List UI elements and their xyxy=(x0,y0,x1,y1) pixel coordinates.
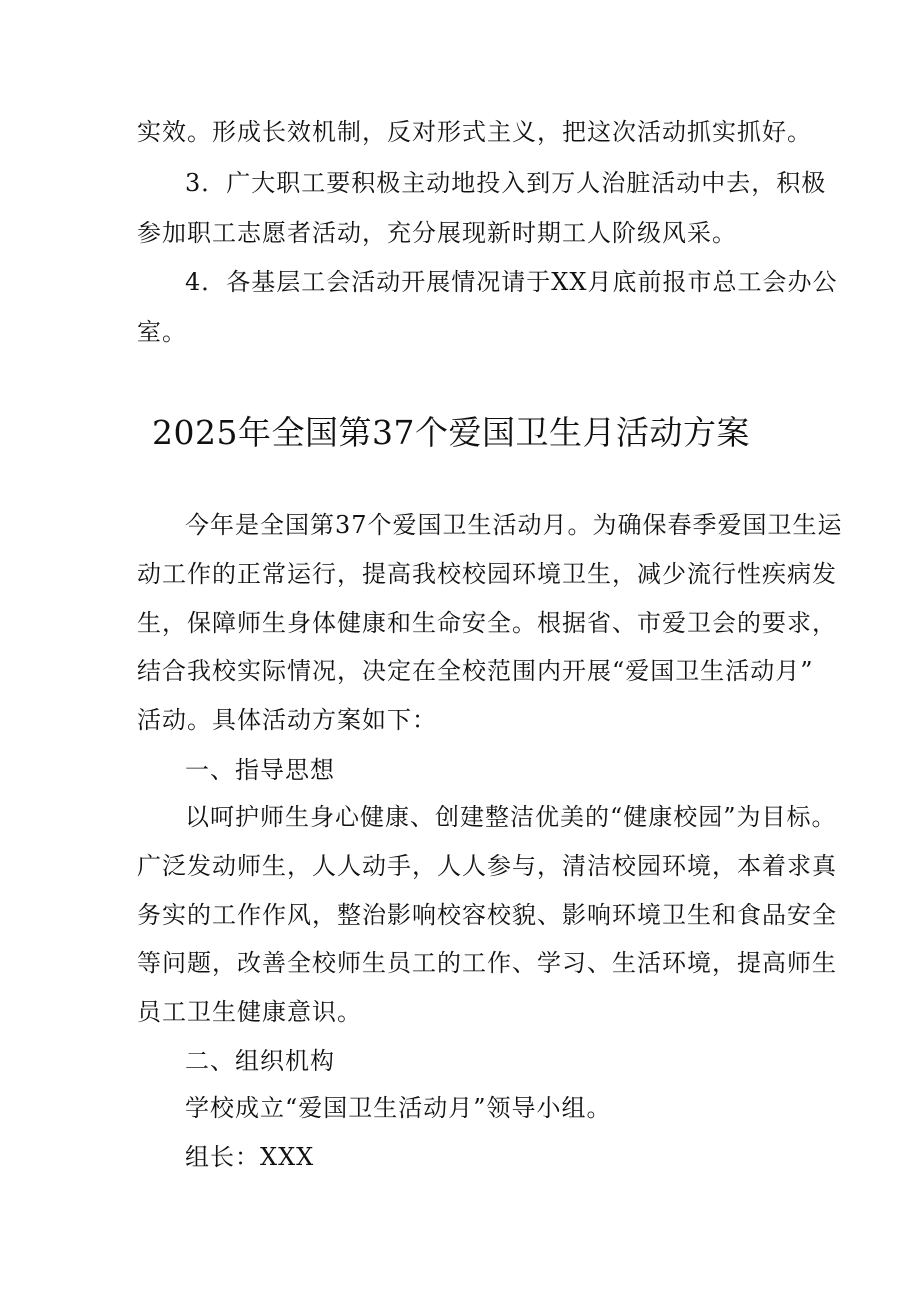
section-line: 学校成立“爱国卫生活动月”领导小组。 xyxy=(185,1094,612,1122)
section-line: 员工卫生健康意识。 xyxy=(137,998,362,1026)
intro-line: 活动。具体活动方案如下： xyxy=(137,706,437,734)
paragraph-line: 室。 xyxy=(137,318,187,346)
intro-line: 动工作的正常运行，提高我校校园环境卫生，减少流行性疾病发 xyxy=(137,560,837,588)
section-line: 务实的工作作风，整治影响校容校貌、影响环境卫生和食品安全 xyxy=(137,901,837,929)
paragraph-line: 参加职工志愿者活动，充分展现新时期工人阶级风采。 xyxy=(137,219,737,247)
document-title: 2025年全国第37个爱国卫生月活动方案 xyxy=(152,413,750,452)
intro-line: 生，保障师生身体健康和生命安全。根据省、市爱卫会的要求， xyxy=(137,609,837,637)
intro-line: 今年是全国第37个爱国卫生活动月。为确保春季爱国卫生运 xyxy=(185,511,843,539)
group-leader-line: 组长：XXX xyxy=(185,1143,315,1171)
section-line: 等问题，改善全校师生员工的工作、学习、生活环境，提高师生 xyxy=(137,949,837,977)
list-item-4: 4．各基层工会活动开展情况请于XX月底前报市总工会办公 xyxy=(185,268,838,296)
section-heading-guiding-ideology: 一、指导思想 xyxy=(185,756,335,784)
section-line: 广泛发动师生，人人动手，人人参与，清洁校园环境，本着求真 xyxy=(137,852,837,880)
paragraph-line: 实效。形成长效机制，反对形式主义，把这次活动抓实抓好。 xyxy=(137,118,812,146)
list-item-3: 3．广大职工要积极主动地投入到万人治脏活动中去，积极 xyxy=(185,169,827,197)
section-line: 以呵护师生身心健康、创建整洁优美的“健康校园”为目标。 xyxy=(185,803,837,831)
section-heading-organization: 二、组织机构 xyxy=(185,1047,335,1075)
intro-line: 结合我校实际情况，决定在全校范围内开展“爱国卫生活动月” xyxy=(137,657,814,685)
